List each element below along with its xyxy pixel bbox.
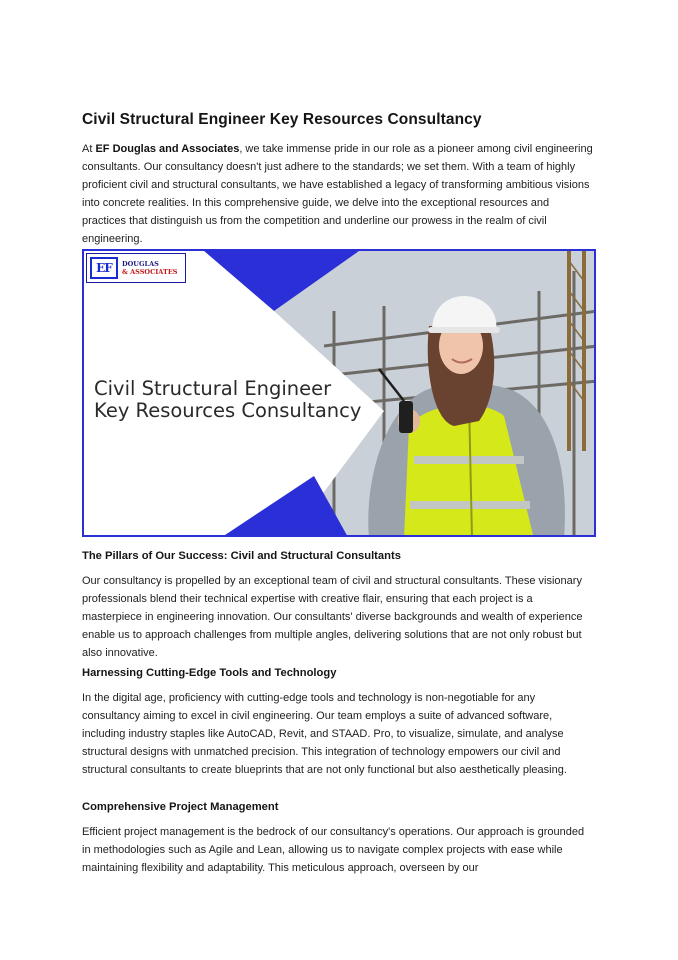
company-name: EF Douglas and Associates: [95, 143, 240, 155]
hero-banner-image: [82, 249, 596, 537]
section-body-tools: In the digital age, proficiency with cutting-edge tools and technology is non-negotiable for any consultancy aiming to excel in civil engineering. Our team employs a suite of advanced software, including industry staples like AutoCAD, Revit, and STAAD. Pro, to visualize, simulate, and analyse structural designs with unmatched precision. This integration of technology empowers our civil and structural consultants to create blueprints that are not only functional but also aesthetically pleasing.: [82, 692, 567, 776]
intro-paragraph: [82, 141, 594, 248]
section-body-project-management: Efficient project management is the bedrock of our consultancy's operations. Our approach is grounded in methodologies such as Agile and Lean, allowing us to navigate complex projects with ease while maintaining flexibility and adaptability. This meticulous approach, overseen by our: [82, 826, 585, 874]
banner-title-line-2: Key Resources Consultancy: [94, 399, 362, 422]
page-title: Civil Structural Engineer Key Resources Consultancy: [82, 111, 482, 128]
section-heading-pillars: The Pillars of Our Success: Civil and Structural Consultants: [82, 550, 401, 562]
logo-mark: EF: [90, 257, 118, 279]
section-heading-tools: Harnessing Cutting-Edge Tools and Technology: [82, 667, 337, 679]
logo-line-1: DOUGLAS: [122, 260, 159, 268]
logo-line-2: & ASSOCIATES: [122, 268, 178, 276]
company-logo: [86, 253, 186, 283]
logo-wordmark: [122, 260, 177, 276]
intro-rest: , we take immense pride in our role as a pioneer among civil engineering consultants. Our consultancy doesn't just adhere to the standards; we set them. With a team of highly proficient civil and structural consultants, we have established a legacy of transforming ambitious visions into concrete realities. In this comprehensive guide, we delve into the exceptional resources and practices that distinguish us from the competition and underline our prowess in the realm of civil engineering.: [82, 143, 593, 245]
intro-lead: At: [82, 143, 96, 155]
banner-title-line-1: Civil Structural Engineer: [94, 377, 332, 400]
banner-title: [94, 378, 374, 422]
section-heading-project-management: Comprehensive Project Management: [82, 801, 279, 813]
section-body-pillars: Our consultancy is propelled by an exceptional team of civil and structural consultants. These visionary professionals blend their technical expertise with creative flair, ensuring that each project is a masterpiece in engineering innovation. Our consultants' diverse backgrounds and wealth of experience enable us to approach challenges from multiple angles, delivering solutions that are not only robust but also innovative.: [82, 575, 583, 659]
